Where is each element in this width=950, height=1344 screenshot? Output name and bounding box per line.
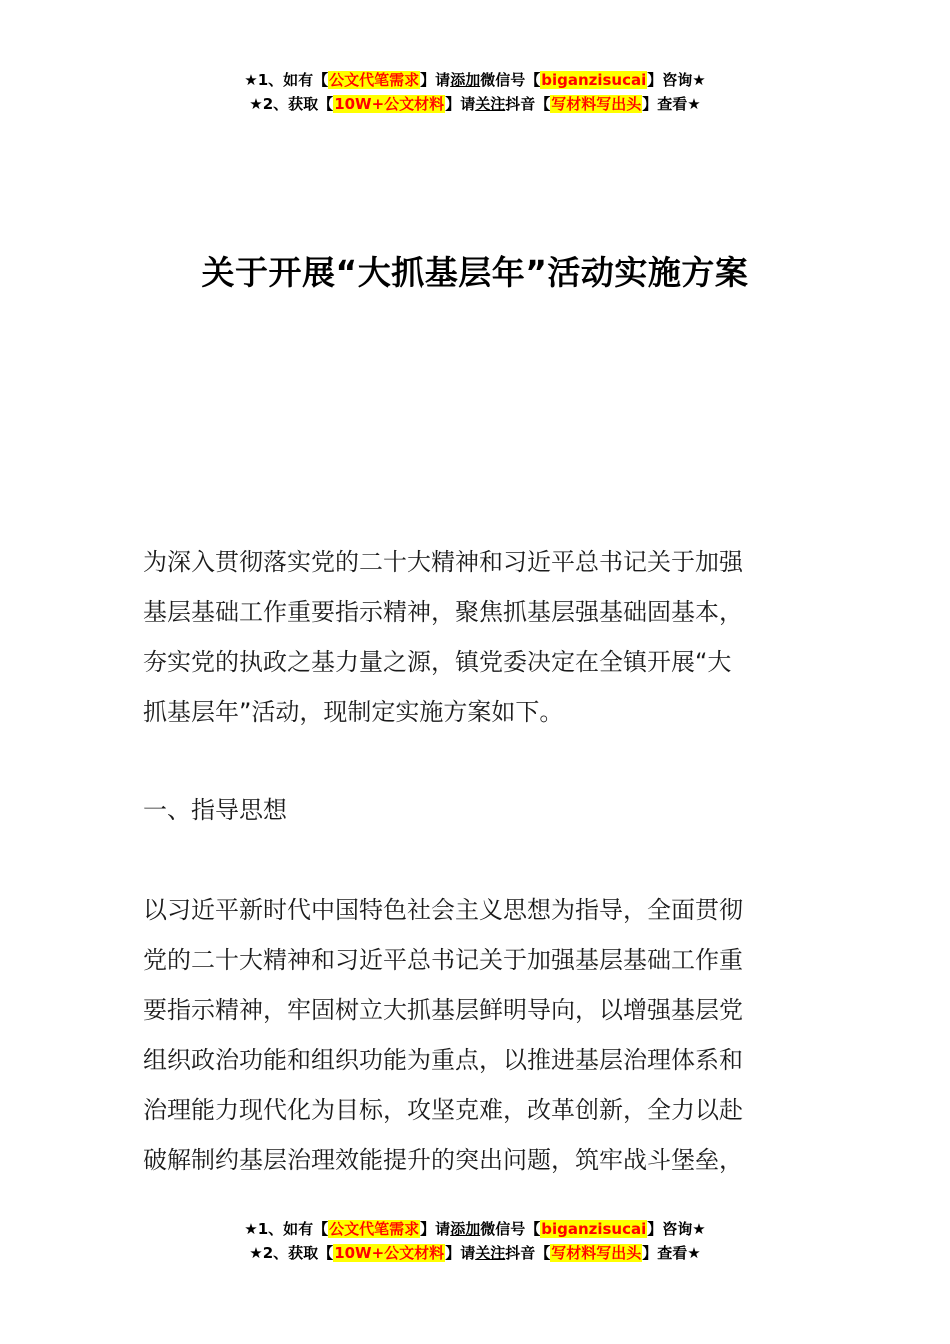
promo-line-1-prefix: ★1、如有【 (244, 1220, 329, 1238)
promo-highlight-service: 公文代笔需求 (329, 1220, 420, 1238)
promo-line-2-mid2: 抖音【 (505, 1244, 551, 1262)
promo-underline-add: 添加 (450, 71, 481, 89)
paragraph-line: 为深入贯彻落实党的二十大精神和习近平总书记关于加强 (143, 548, 743, 576)
promo-underline-follow: 关注 (475, 95, 506, 113)
promo-line-1-suffix: 】咨询★ (647, 1220, 706, 1238)
document-title: 关于开展“大抓基层年”活动实施方案 (201, 253, 749, 292)
footer-promo-banner (0, 1217, 950, 1265)
promo-highlight-wechat-id: biganzisucai (541, 71, 647, 89)
paragraph-line: 党的二十大精神和习近平总书记关于加强基层基础工作重 (143, 946, 743, 974)
intro-paragraph (143, 537, 813, 737)
paragraph-line: 夯实党的执政之基力量之源，镇党委决定在全镇开展“大 (143, 648, 732, 676)
guiding-ideology-paragraph (143, 885, 813, 1185)
section-heading-guiding-ideology: 一、指导思想 (143, 796, 287, 824)
promo-highlight-douyin: 写材料写出头 (551, 1244, 642, 1262)
promo-highlight-materials: 10W+公文材料 (334, 1244, 445, 1262)
paragraph-line: 治理能力现代化为目标，攻坚克难，改革创新，全力以赴 (143, 1096, 743, 1124)
promo-line-1-prefix: ★1、如有【 (244, 71, 329, 89)
promo-line-2 (0, 1241, 950, 1265)
promo-line-1-mid: 】请 (420, 71, 451, 89)
promo-line-1-mid2: 微信号【 (480, 1220, 541, 1238)
promo-underline-follow: 关注 (475, 1244, 506, 1262)
promo-line-1-mid2: 微信号【 (480, 71, 541, 89)
paragraph-line: 要指示精神，牢固树立大抓基层鲜明导向，以增强基层党 (143, 996, 743, 1024)
paragraph-line: 组织政治功能和组织功能为重点，以推进基层治理体系和 (143, 1046, 743, 1074)
paragraph-line: 基层基础工作重要指示精神，聚焦抓基层强基础固基本， (143, 598, 743, 626)
paragraph-line: 抓基层年”活动，现制定实施方案如下。 (143, 698, 564, 726)
promo-line-2-prefix: ★2、获取【 (249, 95, 334, 113)
promo-highlight-materials: 10W+公文材料 (334, 95, 445, 113)
promo-line-2-mid: 】请 (445, 1244, 476, 1262)
promo-highlight-wechat-id: biganzisucai (541, 1220, 647, 1238)
promo-line-1 (0, 1217, 950, 1241)
paragraph-line: 破解制约基层治理效能提升的突出问题，筑牢战斗堡垒， (143, 1146, 743, 1174)
promo-line-2-suffix: 】查看★ (642, 95, 701, 113)
promo-line-2-suffix: 】查看★ (642, 1244, 701, 1262)
promo-line-2 (0, 92, 950, 116)
promo-line-1 (0, 68, 950, 92)
promo-underline-add: 添加 (450, 1220, 481, 1238)
header-promo-banner (0, 68, 950, 116)
promo-highlight-service: 公文代笔需求 (329, 71, 420, 89)
promo-highlight-douyin: 写材料写出头 (551, 95, 642, 113)
promo-line-2-mid2: 抖音【 (505, 95, 551, 113)
promo-line-1-mid: 】请 (420, 1220, 451, 1238)
promo-line-2-prefix: ★2、获取【 (249, 1244, 334, 1262)
paragraph-line: 以习近平新时代中国特色社会主义思想为指导，全面贯彻 (143, 896, 743, 924)
promo-line-1-suffix: 】咨询★ (647, 71, 706, 89)
promo-line-2-mid: 】请 (445, 95, 476, 113)
